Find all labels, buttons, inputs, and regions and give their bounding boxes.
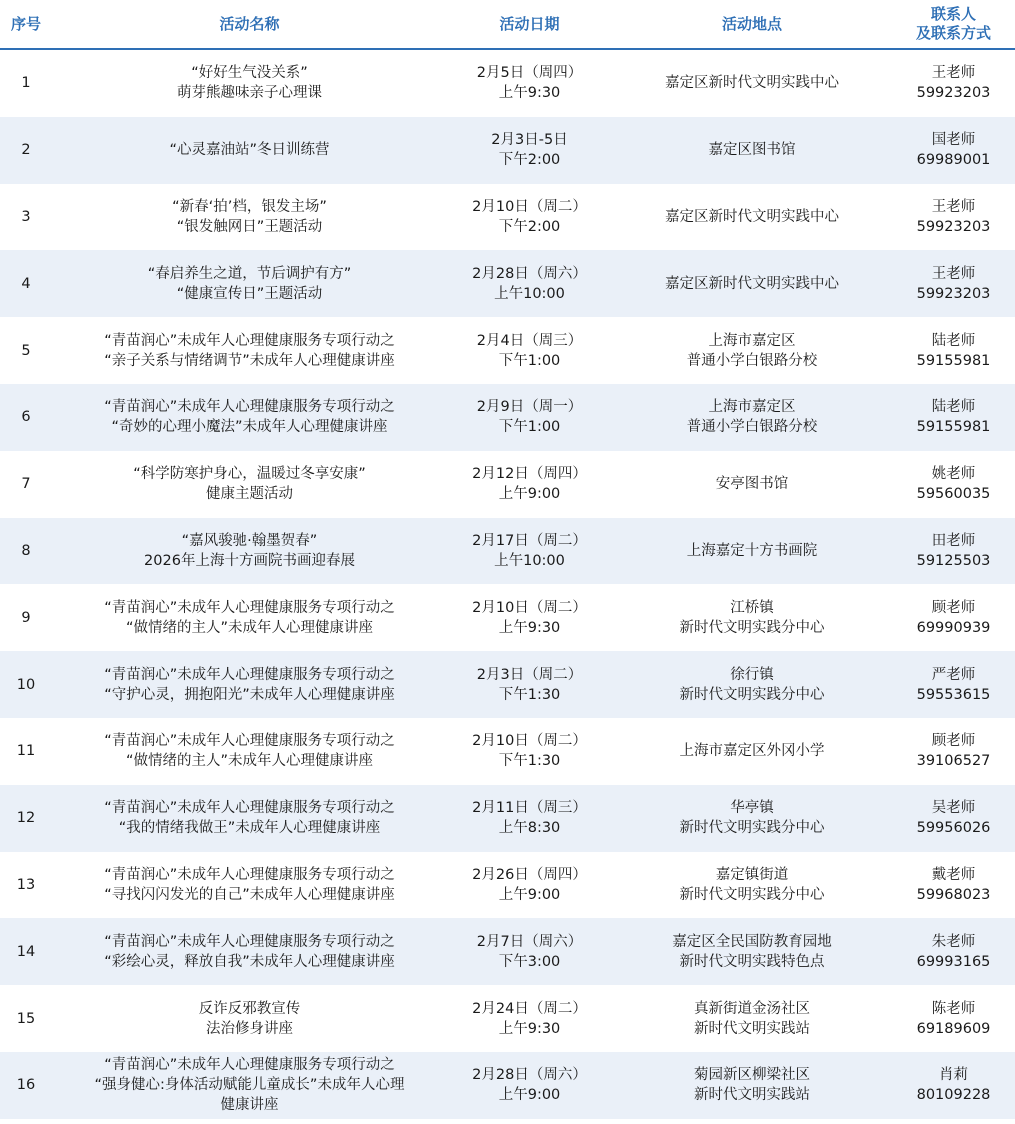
cell-place-place1: 嘉定区新时代文明实践中心: [665, 208, 839, 225]
cell-seq-seq: 11: [16, 743, 36, 760]
cell-name-name1: “青苗润心”未成年人心理健康服务专项行动之: [104, 666, 395, 683]
cell-date-date2: 上午9:30: [498, 1020, 561, 1037]
cell-name-name1: “嘉风骏驰·翰墨贺春”: [181, 532, 318, 549]
cell-name: [52, 1052, 447, 1119]
cell-place: [612, 117, 892, 184]
cell-date-date2: 上午9:30: [498, 619, 561, 636]
cell-contact-phone: 69189609: [916, 1020, 991, 1037]
cell-contact-contact: 王老师: [931, 65, 976, 82]
table-row: [0, 651, 1015, 718]
cell-contact-phone: 59155981: [916, 419, 991, 436]
cell-place-place1: 菊园新区柳梁社区: [694, 1067, 810, 1084]
cell-date-date2: 下午2:00: [498, 218, 561, 235]
cell-name-name1: “青苗润心”未成年人心理健康服务专项行动之: [104, 733, 395, 750]
cell-seq: [0, 785, 52, 852]
cell-contact-phone: 69989001: [916, 152, 991, 169]
cell-contact-contact: 王老师: [931, 198, 976, 215]
cell-place-place2: 新时代文明实践分中心: [679, 886, 825, 903]
cell-seq-seq: 4: [21, 275, 31, 292]
cell-contact-phone: 59923203: [916, 285, 991, 302]
cell-date-date2: 上午10:00: [494, 552, 565, 569]
cell-place-place2: 新时代文明实践特色点: [679, 953, 825, 970]
cell-name-name2: 法治修身讲座: [206, 1020, 293, 1037]
cell-place-place1: 江桥镇: [730, 599, 774, 616]
cell-place: [612, 584, 892, 651]
cell-seq-seq: 2: [21, 142, 31, 159]
cell-seq-seq: 12: [16, 810, 36, 827]
cell-name: [52, 785, 447, 852]
cell-name-name1: “心灵嘉油站”冬日训练营: [169, 142, 330, 159]
cell-contact: [892, 117, 1015, 184]
cell-name-name2: “奇妙的心理小魔法”未成年人心理健康讲座: [111, 419, 388, 436]
cell-place-place1: 嘉定区全民国防教育园地: [672, 933, 832, 950]
cell-place: [612, 250, 892, 317]
cell-date-date1: 2月12日（周四）: [472, 466, 587, 483]
cell-date-date2: 下午1:00: [498, 352, 561, 369]
cell-place-place2: 新时代文明实践分中心: [679, 686, 825, 703]
cell-seq: [0, 117, 52, 184]
cell-seq-seq: 7: [21, 476, 31, 493]
header-contact: [892, 0, 1015, 48]
cell-contact-phone: 59956026: [916, 820, 991, 837]
cell-place-place2: 新时代文明实践分中心: [679, 820, 825, 837]
cell-date-date1: 2月10日（周二）: [472, 733, 587, 750]
cell-contact-contact: 陈老师: [931, 1000, 976, 1017]
cell-seq-seq: 13: [16, 876, 36, 893]
cell-name: [52, 985, 447, 1052]
cell-contact-phone: 59553615: [916, 686, 991, 703]
cell-seq: [0, 584, 52, 651]
cell-seq-seq: 10: [16, 676, 36, 693]
cell-seq: [0, 317, 52, 384]
cell-name-name1: “春启养生之道，节后调护有方”: [147, 265, 352, 282]
cell-seq: [0, 518, 52, 585]
cell-date-date1: 2月3日-5日: [491, 132, 568, 149]
cell-contact: [892, 50, 1015, 117]
cell-contact-phone: 59968023: [916, 886, 991, 903]
cell-contact-contact: 吴老师: [931, 800, 976, 817]
cell-contact-phone: 59155981: [916, 352, 991, 369]
cell-date: [447, 250, 612, 317]
table-row: [0, 1052, 1015, 1119]
cell-place-place1: 徐行镇: [730, 666, 774, 683]
cell-place-place2: 新时代文明实践站: [694, 1020, 810, 1037]
cell-date-date2: 上午9:00: [498, 886, 561, 903]
cell-date-date2: 上午10:00: [494, 285, 565, 302]
cell-contact-phone: 69990939: [916, 619, 991, 636]
cell-seq: [0, 918, 52, 985]
cell-contact: [892, 1052, 1015, 1119]
table-row: [0, 250, 1015, 317]
cell-name-name1: “青苗润心”未成年人心理健康服务专项行动之: [104, 332, 395, 349]
cell-name: [52, 117, 447, 184]
cell-contact-contact: 姚老师: [931, 466, 976, 483]
cell-place: [612, 852, 892, 919]
cell-name-name2: “我的情绪我做王”未成年人心理健康讲座: [118, 820, 381, 837]
cell-date-date1: 2月7日（周六）: [476, 933, 583, 950]
cell-place-place2: 新时代文明实践分中心: [679, 619, 825, 636]
cell-place-place1: 华亭镇: [730, 800, 774, 817]
cell-date: [447, 718, 612, 785]
cell-seq: [0, 852, 52, 919]
table-row: [0, 518, 1015, 585]
cell-contact-phone: 59923203: [916, 218, 991, 235]
cell-seq-seq: 1: [21, 75, 31, 92]
cell-date-date1: 2月26日（周四）: [472, 866, 587, 883]
cell-seq: [0, 1052, 52, 1119]
header-place: 活动地点: [721, 14, 782, 33]
cell-name: [52, 384, 447, 451]
cell-contact-contact: 顾老师: [931, 599, 976, 616]
cell-contact: [892, 184, 1015, 251]
cell-date-date2: 上午9:30: [498, 85, 561, 102]
cell-contact-contact: 国老师: [931, 132, 976, 149]
cell-contact: [892, 651, 1015, 718]
cell-contact-phone: 80109228: [916, 1087, 991, 1104]
cell-name: [52, 718, 447, 785]
cell-date-date1: 2月9日（周一）: [476, 399, 583, 416]
table-row: [0, 785, 1015, 852]
cell-contact: [892, 317, 1015, 384]
table-header: [0, 0, 1015, 50]
cell-contact-contact: 陆老师: [931, 332, 976, 349]
cell-contact: [892, 451, 1015, 518]
table-row: [0, 852, 1015, 919]
header-name: 活动名称: [219, 14, 280, 33]
cell-seq: [0, 250, 52, 317]
cell-place-place1: 嘉定区新时代文明实践中心: [665, 75, 839, 92]
cell-place-place1: 真新街道金汤社区: [694, 1000, 810, 1017]
cell-name-name2: “亲子关系与情绪调节”未成年人心理健康讲座: [104, 352, 395, 369]
cell-date-date2: 下午1:30: [498, 686, 561, 703]
cell-place: [612, 384, 892, 451]
cell-place: [612, 317, 892, 384]
cell-name: [52, 250, 447, 317]
cell-place: [612, 518, 892, 585]
cell-name-name1: 反诈反邪教宣传: [198, 1000, 301, 1017]
cell-name: [52, 451, 447, 518]
table-row: [0, 985, 1015, 1052]
cell-name-name2: 萌芽熊趣味亲子心理课: [177, 85, 322, 102]
cell-name-name2: “守护心灵，拥抱阳光”未成年人心理健康讲座: [104, 686, 395, 703]
cell-contact-phone: 59125503: [916, 552, 991, 569]
table-body: [0, 50, 1015, 1119]
cell-name: [52, 651, 447, 718]
cell-date-date1: 2月28日（周六）: [472, 265, 587, 282]
cell-date-date2: 下午3:00: [498, 953, 561, 970]
cell-date-date1: 2月5日（周四）: [476, 65, 583, 82]
cell-name: [52, 184, 447, 251]
cell-date-date2: 上午9:00: [498, 486, 561, 503]
cell-date-date1: 2月11日（周三）: [472, 800, 587, 817]
cell-place-place2: 普通小学白银路分校: [686, 419, 818, 436]
cell-name: [52, 50, 447, 117]
cell-name: [52, 518, 447, 585]
cell-seq: [0, 184, 52, 251]
header-contact-line2: 及联系方式: [915, 24, 991, 42]
cell-place: [612, 985, 892, 1052]
cell-contact: [892, 918, 1015, 985]
cell-seq: [0, 50, 52, 117]
cell-date: [447, 852, 612, 919]
cell-date-date1: 2月4日（周三）: [476, 332, 583, 349]
cell-seq-seq: 14: [16, 943, 36, 960]
cell-contact-phone: 69993165: [916, 953, 991, 970]
cell-name: [52, 317, 447, 384]
cell-date-date2: 上午8:30: [498, 820, 561, 837]
cell-name-name2: “寻找闪闪发光的自己”未成年人心理健康讲座: [104, 886, 395, 903]
cell-place: [612, 1052, 892, 1119]
cell-place: [612, 651, 892, 718]
cell-place-place1: 嘉定区图书馆: [708, 142, 796, 159]
cell-contact-contact: 王老师: [931, 265, 976, 282]
cell-name: [52, 852, 447, 919]
cell-contact: [892, 718, 1015, 785]
cell-contact-contact: 严老师: [931, 666, 976, 683]
cell-contact: [892, 852, 1015, 919]
cell-name-name2: “彩绘心灵，释放自我”未成年人心理健康讲座: [104, 953, 395, 970]
header-seq: 序号: [10, 14, 41, 33]
cell-date-date1: 2月3日（周二）: [476, 666, 583, 683]
header-contact-line1: 联系人: [930, 5, 976, 23]
cell-date-date1: 2月17日（周二）: [472, 532, 587, 549]
cell-date: [447, 584, 612, 651]
cell-contact: [892, 584, 1015, 651]
cell-date-date1: 2月10日（周二）: [472, 198, 587, 215]
cell-seq-seq: 8: [21, 542, 31, 559]
cell-date: [447, 384, 612, 451]
table-row: [0, 317, 1015, 384]
cell-place-place1: 嘉定镇街道: [715, 866, 789, 883]
cell-date: [447, 918, 612, 985]
cell-date-date2: 下午1:30: [498, 753, 561, 770]
cell-date-date1: 2月24日（周二）: [472, 1000, 587, 1017]
cell-contact-contact: 顾老师: [931, 733, 976, 750]
cell-name-name1: “青苗润心”未成年人心理健康服务专项行动之: [104, 399, 395, 416]
cell-name-name1: “青苗润心”未成年人心理健康服务专项行动之: [104, 933, 395, 950]
cell-contact-phone: 59923203: [916, 85, 991, 102]
cell-place-place2: 新时代文明实践站: [694, 1087, 810, 1104]
cell-seq: [0, 985, 52, 1052]
cell-date: [447, 50, 612, 117]
cell-contact-phone: 59560035: [916, 486, 991, 503]
cell-place-place1: 嘉定区新时代文明实践中心: [665, 275, 839, 292]
cell-contact-contact: 戴老师: [931, 866, 976, 883]
cell-contact: [892, 250, 1015, 317]
cell-name-name2: 2026年上海十方画院书画迎春展: [144, 552, 355, 569]
cell-place: [612, 918, 892, 985]
cell-place: [612, 785, 892, 852]
cell-name-name2: “银发触网日”王题活动: [176, 218, 323, 235]
cell-date: [447, 184, 612, 251]
cell-name-name1: “青苗润心”未成年人心理健康服务专项行动之: [104, 866, 395, 883]
table-row: [0, 384, 1015, 451]
cell-name-name2: “健康宣传日”王题活动: [176, 285, 323, 302]
cell-contact-contact: 肖莉: [939, 1067, 968, 1084]
cell-contact: [892, 785, 1015, 852]
cell-date: [447, 985, 612, 1052]
cell-place: [612, 50, 892, 117]
cell-date: [447, 451, 612, 518]
cell-place-place1: 上海市嘉定区: [708, 399, 796, 416]
cell-place-place1: 上海嘉定十方书画院: [686, 542, 818, 559]
cell-contact: [892, 384, 1015, 451]
cell-date: [447, 518, 612, 585]
cell-name: [52, 918, 447, 985]
cell-date-date1: 2月10日（周二）: [472, 599, 587, 616]
cell-seq-seq: 5: [21, 342, 31, 359]
cell-name-name2: “强身健心:身体活动赋能儿童成长”未成年人心理: [94, 1077, 405, 1094]
cell-name-name1: “青苗润心”未成年人心理健康服务专项行动之: [104, 800, 395, 817]
cell-name-name1: “青苗润心”未成年人心理健康服务专项行动之: [104, 1057, 395, 1074]
cell-place: [612, 451, 892, 518]
cell-seq: [0, 384, 52, 451]
cell-seq: [0, 718, 52, 785]
cell-name-name3: 健康讲座: [220, 1097, 279, 1114]
cell-seq: [0, 651, 52, 718]
cell-date: [447, 651, 612, 718]
cell-name: [52, 584, 447, 651]
table-row: [0, 451, 1015, 518]
cell-seq-seq: 6: [21, 409, 31, 426]
cell-place-place1: 上海市嘉定区外冈小学: [679, 743, 825, 760]
cell-name-name1: “好好生气没关系”: [191, 65, 308, 82]
cell-place-place1: 安亭图书馆: [715, 476, 789, 493]
cell-date: [447, 1052, 612, 1119]
cell-contact: [892, 985, 1015, 1052]
cell-seq: [0, 451, 52, 518]
cell-contact: [892, 518, 1015, 585]
cell-name-name2: “做情绪的主人”未成年人心理健康讲座: [125, 619, 374, 636]
cell-name-name1: “科学防寒护身心，温暖过冬享安康”: [133, 466, 366, 483]
table-row: [0, 718, 1015, 785]
cell-name-name2: 健康主题活动: [206, 486, 293, 503]
cell-date-date2: 上午9:00: [498, 1087, 561, 1104]
cell-seq-seq: 16: [16, 1077, 36, 1094]
cell-date: [447, 785, 612, 852]
cell-date-date2: 下午1:00: [498, 419, 561, 436]
cell-date: [447, 117, 612, 184]
cell-name-name1: “青苗润心”未成年人心理健康服务专项行动之: [104, 599, 395, 616]
cell-contact-contact: 田老师: [931, 532, 976, 549]
cell-place: [612, 718, 892, 785]
table-row: [0, 117, 1015, 184]
cell-date-date1: 2月28日（周六）: [472, 1067, 587, 1084]
cell-place-place2: 普通小学白银路分校: [686, 352, 818, 369]
header-date: 活动日期: [499, 14, 560, 33]
cell-name-name2: “做情绪的主人”未成年人心理健康讲座: [125, 753, 374, 770]
cell-name-name1: “新春‘拍’档，银发主场”: [172, 198, 327, 215]
cell-date-date2: 下午2:00: [498, 152, 561, 169]
cell-seq-seq: 3: [21, 208, 31, 225]
cell-seq-seq: 15: [16, 1010, 36, 1027]
table-row: [0, 584, 1015, 651]
cell-contact-contact: 陆老师: [931, 399, 976, 416]
table-row: [0, 184, 1015, 251]
table-row: [0, 918, 1015, 985]
cell-date: [447, 317, 612, 384]
cell-seq-seq: 9: [21, 609, 31, 626]
cell-place: [612, 184, 892, 251]
cell-place-place1: 上海市嘉定区: [708, 332, 796, 349]
cell-contact-phone: 39106527: [916, 753, 991, 770]
table-row: [0, 50, 1015, 117]
cell-contact-contact: 朱老师: [931, 933, 976, 950]
